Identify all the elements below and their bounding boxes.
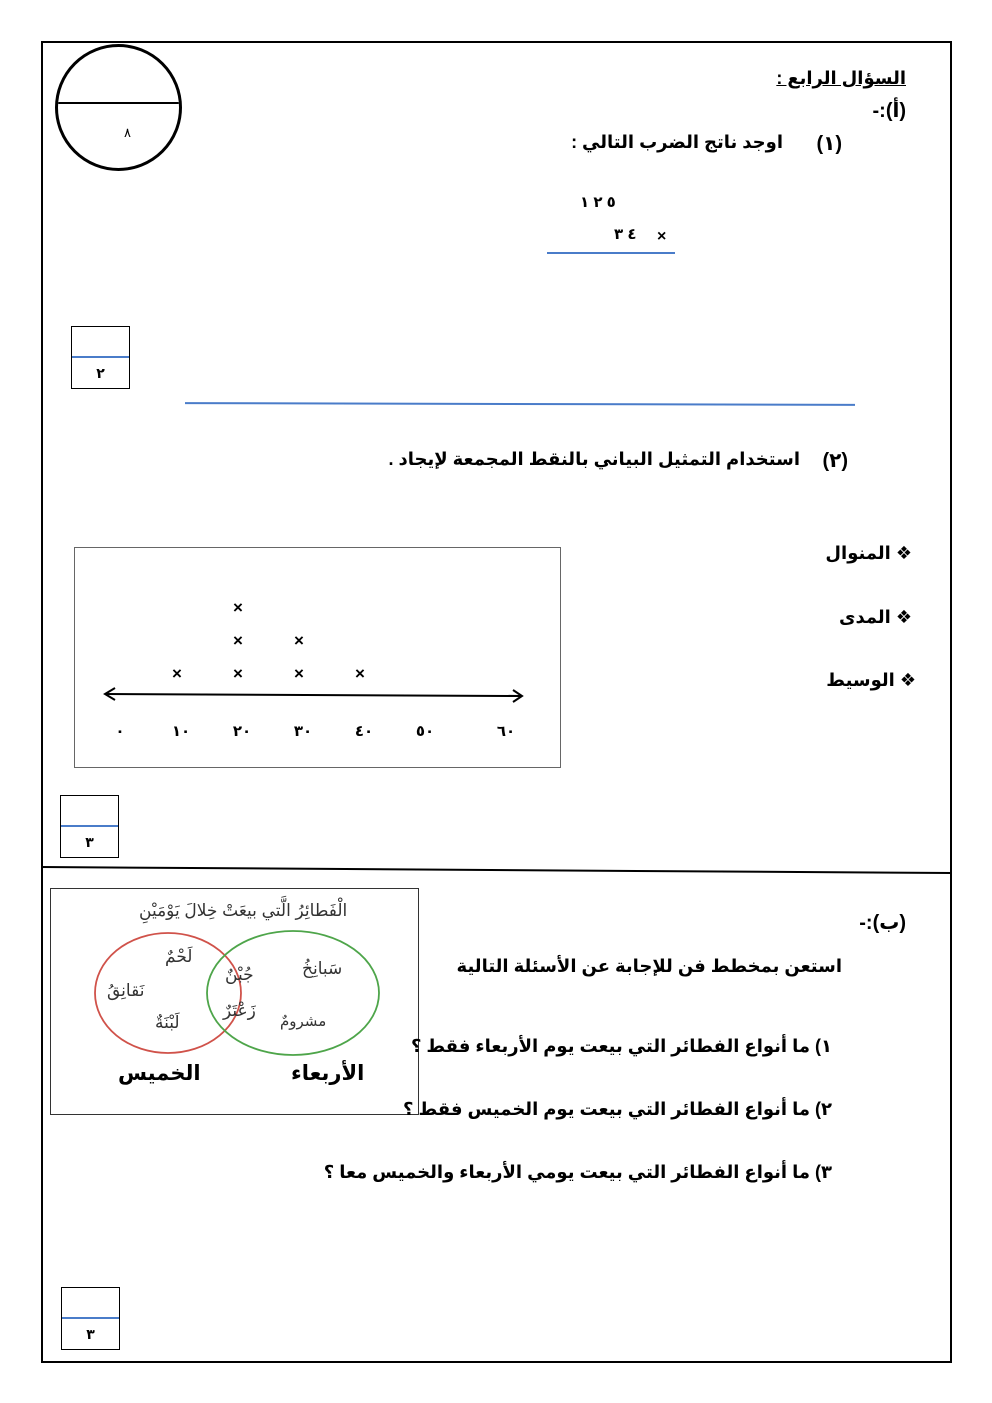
tick-label: ٣٠ xyxy=(293,723,313,740)
tick-label: ١٠ xyxy=(171,723,191,740)
thursday-label: الخميس xyxy=(118,1062,201,1085)
venn-item: لَحْمٌ xyxy=(165,947,193,966)
part-b-label: (ب):- xyxy=(859,912,906,934)
tick-label: ٦٠ xyxy=(496,723,516,740)
venn-item: لَبْنَةٌ xyxy=(155,1013,180,1032)
sum-line xyxy=(547,252,675,254)
venn-item: نَقانِقُ xyxy=(107,981,145,1000)
tick-label: ٥٠ xyxy=(415,723,435,740)
question-title: السؤال الرابع : xyxy=(776,68,906,88)
part-b-question: ٣) ما أنواع الفطائر التي بيعت يومي الأربعاء والخميس معا ؟ xyxy=(323,1162,832,1182)
part-b-question: ١) ما أنواع الفطائر التي بيعت يوم الأربعاء فقط ؟ xyxy=(410,1036,832,1056)
line-plot-svg xyxy=(75,548,562,769)
score-box-part-b: ٣ xyxy=(61,1287,120,1350)
x-mark: × xyxy=(355,664,365,683)
tick-label: ٢٠ xyxy=(232,723,252,740)
venn-title: الْفَطائِرُ الَّتي بيعَتْ خِلالَ يَوْمَيْنِ xyxy=(139,901,348,920)
part-b-instruction: استعن بمخطط فن للإجابة عن الأسئلة التالية xyxy=(456,956,842,976)
q1-text: اوجد ناتج الضرب التالي : xyxy=(571,132,783,152)
item-median: ❖ الوسيط xyxy=(826,670,916,690)
q1-number: (١) xyxy=(816,133,842,155)
venn-diagram xyxy=(50,888,419,1115)
grade-circle xyxy=(55,44,182,171)
x-mark: × xyxy=(294,664,304,683)
number-line xyxy=(105,694,521,696)
bullet-icon: ❖ xyxy=(899,670,916,690)
venn-item: سَبانِخُ xyxy=(302,959,343,978)
score-box-q1: ٢ xyxy=(71,326,130,389)
venn-item: زَعْتَرٌ xyxy=(223,1001,256,1020)
item-mode: ❖ المنوال xyxy=(825,543,912,563)
bullet-icon: ❖ xyxy=(895,607,912,627)
x-mark: × xyxy=(172,664,182,683)
part-b-question: ٢) ما أنواع الفطائر التي بيعت يوم الخميس فقط ؟ xyxy=(403,1099,832,1119)
bullet-icon: ❖ xyxy=(895,543,912,563)
multiplier: ٤ ٣ xyxy=(614,226,637,243)
grade-mark: ٨ xyxy=(124,125,131,140)
part-a-label: (أ):- xyxy=(872,100,906,122)
q2-text: استخدام التمثيل البياني بالنقط المجمعة لإيجاد . xyxy=(388,449,800,469)
x-mark: × xyxy=(233,598,243,617)
wednesday-label: الأربعاء xyxy=(291,1062,365,1085)
score-box-q2: ٣ xyxy=(60,795,119,858)
item-range: ❖ المدى xyxy=(838,607,912,627)
line-plot xyxy=(74,547,561,768)
venn-item: جُبْنٌ xyxy=(225,965,254,984)
tick-label: ٤٠ xyxy=(354,723,374,740)
q2-number: (٢) xyxy=(822,450,848,472)
x-mark: × xyxy=(233,664,243,683)
venn-item: مشرومٌ xyxy=(280,1013,327,1030)
multiplicand: ٥ ٢ ١ xyxy=(580,194,616,211)
x-mark: × xyxy=(233,631,243,650)
tick-label: ٠ xyxy=(115,723,125,740)
x-mark: × xyxy=(294,631,304,650)
wednesday-circle xyxy=(207,931,379,1055)
times-sign: × xyxy=(657,228,667,245)
